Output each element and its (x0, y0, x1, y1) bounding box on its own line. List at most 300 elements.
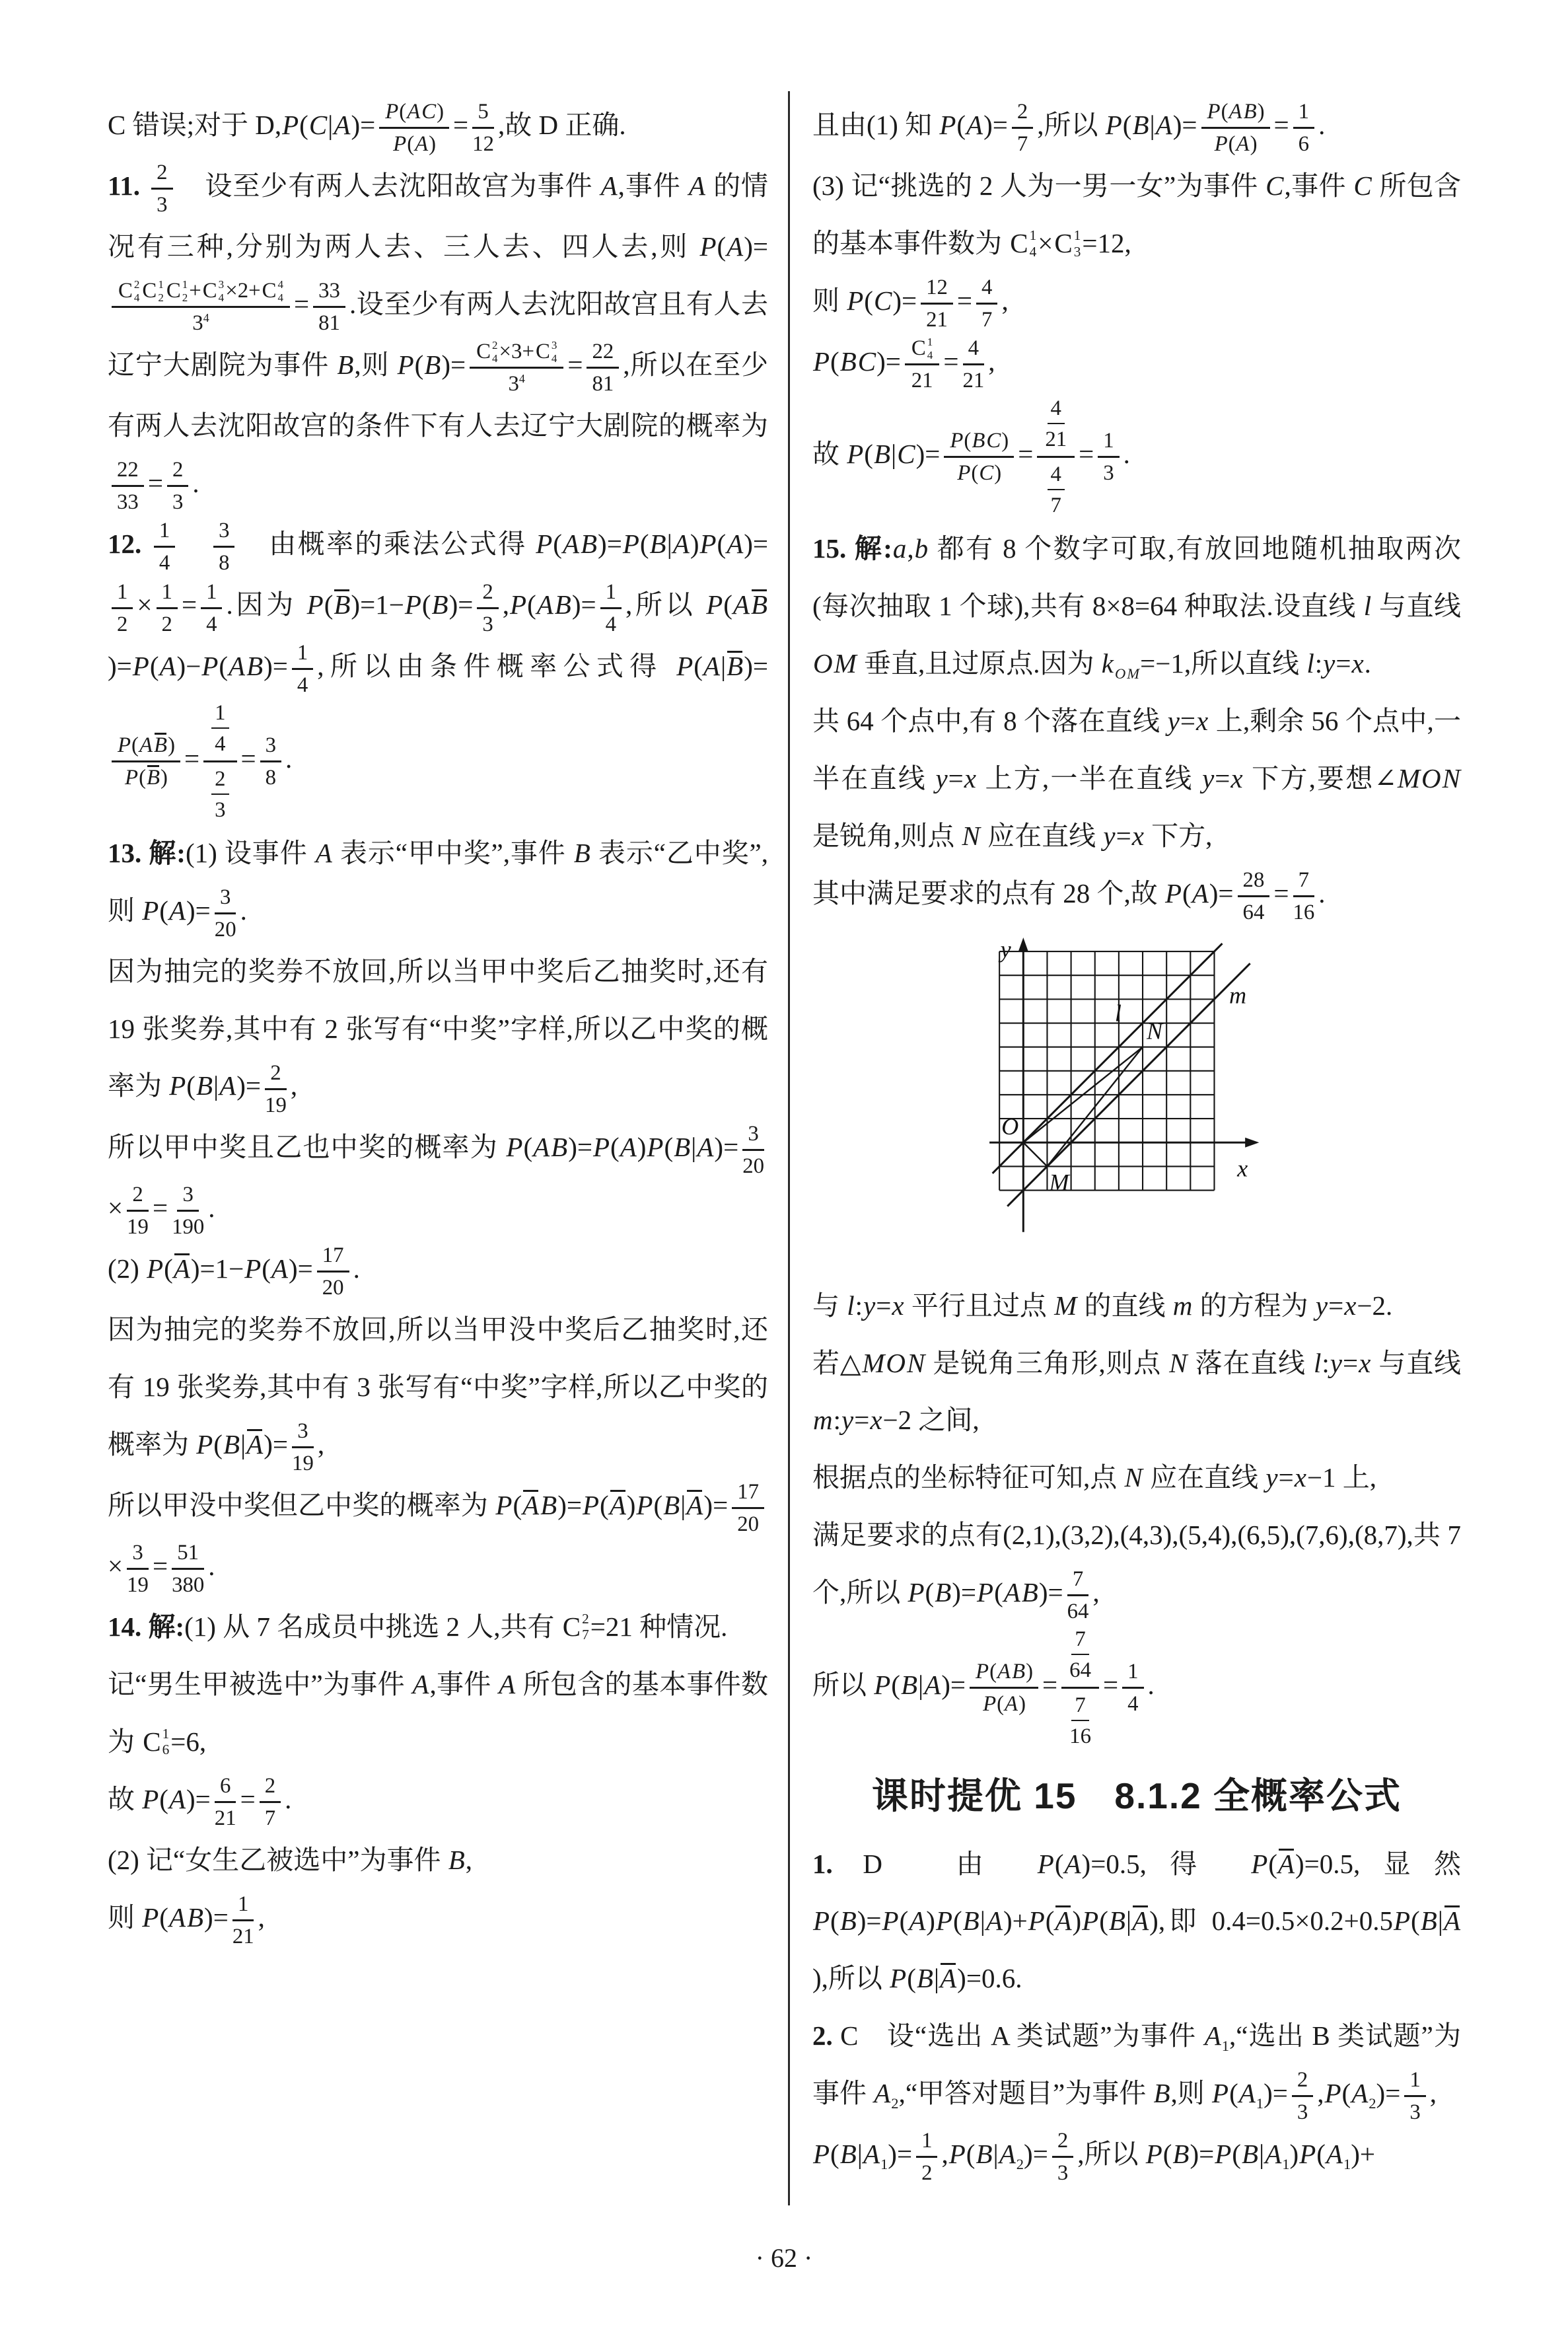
fraction (600, 579, 622, 638)
text-run: 的情况有三种,分别为两人去、三人去、四人去,则 (108, 170, 769, 262)
math-run: 7 (1016, 132, 1028, 157)
text-run: ,“选出 B 类试题”为事件 (812, 2020, 1462, 2109)
math-run: 1 (215, 700, 226, 725)
denominator (1045, 424, 1067, 453)
math-run: 2 (117, 612, 128, 636)
math-run: P(A)=0.5 (1037, 1848, 1140, 1879)
math-run: 2 (157, 161, 168, 185)
math-run: l:y=x (1306, 647, 1364, 679)
text-run: 则 (108, 1901, 142, 1933)
numerator (112, 277, 290, 308)
math-run: 1 (117, 579, 128, 604)
denominator (127, 1570, 149, 1598)
math-run: P(B|C)= (847, 439, 941, 470)
text-run: 上,剩余 56 个点中,一半在直线 (812, 705, 1462, 793)
text-run: 其中满足要求的点有 28 个,故 (812, 877, 1164, 908)
math-run: A (609, 1489, 626, 1520)
numerator (1238, 867, 1270, 897)
denominator (297, 670, 308, 698)
math-run: 1 (1298, 100, 1310, 124)
math-run: 51 (177, 1540, 199, 1565)
bold-text-run: 11. (108, 170, 148, 202)
math-run: ×3+ (499, 340, 534, 364)
math-run: B)=P( (540, 1489, 609, 1520)
math-run: P(B)= (397, 350, 466, 381)
numerator (211, 700, 229, 729)
numerator (970, 1658, 1038, 1689)
fraction (732, 1479, 764, 1537)
math-run: 22 (592, 340, 614, 364)
math-run: 81 (318, 311, 340, 336)
math-run: A (173, 1253, 190, 1284)
math-run: P(A)= (142, 895, 211, 926)
text-run: 应在直线 (1143, 1462, 1265, 1493)
math-run: y=x−2 (1315, 1290, 1386, 1321)
text-run (179, 529, 209, 559)
paragraph (108, 825, 768, 943)
math-run: 3 (182, 1182, 194, 1206)
math-run: = (1273, 110, 1289, 140)
fraction (112, 732, 180, 791)
denominator (266, 762, 276, 791)
fraction (292, 1418, 314, 1477)
math-run: 4 (968, 336, 980, 361)
math-run: P(B| (196, 1428, 246, 1459)
label-point-n: N (1147, 1017, 1163, 1045)
math-run: ×2+ (225, 279, 261, 303)
math-run: 2 (161, 612, 172, 636)
overline-complement (173, 1255, 191, 1283)
combination-symbol: C 4 4 (262, 277, 284, 304)
fraction (260, 1773, 281, 1831)
math-run: 33 (318, 279, 340, 303)
denominator (1297, 2097, 1308, 2125)
numerator (1293, 98, 1314, 129)
math-run: k (1101, 647, 1114, 679)
math-run: m (1172, 1290, 1193, 1321)
paragraph (812, 2125, 1461, 2186)
math-run: 2 (1297, 2068, 1308, 2092)
denominator (981, 305, 992, 333)
numerator (167, 457, 188, 487)
math-run: )= (1024, 2139, 1048, 2170)
grid-lines (999, 951, 1214, 1190)
figure-svg (987, 938, 1286, 1266)
numerator (215, 1773, 236, 1803)
math-run: 3 (482, 612, 493, 636)
math-run: 21 (1045, 427, 1067, 452)
math-run: y=x (1167, 705, 1209, 736)
fraction (472, 98, 494, 157)
fraction (1293, 867, 1314, 926)
bold-text-run: 12. (108, 529, 150, 560)
math-run: A (999, 2139, 1016, 2170)
text-run: ,得 (1139, 1848, 1251, 1879)
math-run: 4 (981, 276, 993, 299)
fraction (260, 732, 281, 791)
math-run: 8 (265, 765, 277, 790)
numerator (292, 640, 313, 670)
denominator (265, 1803, 275, 1831)
numerator (732, 1479, 764, 1509)
text-run: 所以甲中奖且乙也中奖的概率为 (108, 1131, 506, 1162)
math-run: B (154, 733, 168, 757)
numerator (1048, 395, 1065, 424)
math-run: 1 (1127, 1660, 1139, 1684)
numerator (1201, 98, 1270, 129)
numerator (472, 98, 493, 129)
numerator (916, 2127, 937, 2158)
numerator (963, 335, 984, 365)
denominator (1299, 129, 1309, 157)
paragraph (108, 1598, 768, 1656)
math-run: 2 (172, 458, 184, 482)
numerator (1071, 1626, 1088, 1655)
segment-om (1023, 1142, 1047, 1166)
numerator (1012, 98, 1033, 129)
math-run: × (108, 1550, 124, 1581)
math-run: 1 (1256, 2095, 1264, 2112)
bold-text-run: 13. 解: (108, 837, 186, 868)
math-run: )=0.5 (1295, 1848, 1353, 1879)
numerator (172, 1539, 204, 1570)
combination-symbol: C 1 4 (1010, 227, 1037, 260)
numerator (203, 698, 236, 762)
math-run: A (1277, 1848, 1295, 1879)
denominator (219, 548, 229, 576)
paragraph (812, 692, 1461, 865)
numerator (213, 517, 234, 548)
math-run: )P(B| (626, 1489, 686, 1520)
numerator (127, 1539, 148, 1570)
math-run: N (1124, 1462, 1143, 1493)
math-run: × (108, 1192, 124, 1223)
fraction (232, 1891, 254, 1950)
text-run: , (907, 533, 914, 564)
combination-symbol: C 1 2 (166, 277, 188, 304)
math-run: B (1153, 2078, 1170, 2109)
math-run: A (412, 1668, 429, 1699)
math-run: 1 (159, 519, 170, 543)
math-run: 3 (748, 1121, 759, 1146)
text-run: . (1318, 877, 1326, 908)
math-run: )= (1376, 2078, 1401, 2109)
math-run: = (147, 468, 163, 499)
denominator (592, 369, 614, 397)
math-run: 1 (1343, 2156, 1351, 2173)
overline-complement (1131, 1907, 1149, 1935)
math-run: 17 (322, 1243, 344, 1267)
math-run: P(AC) (385, 100, 445, 124)
math-run: = (184, 743, 200, 774)
numerator (1067, 1566, 1088, 1596)
combination-symbol: C 1 6 (143, 1725, 170, 1758)
denominator (962, 365, 984, 394)
fraction (379, 98, 449, 157)
math-run: 4 (1050, 462, 1061, 487)
text-run: , (317, 1428, 325, 1459)
right-column (812, 96, 1461, 2186)
numerator (151, 159, 172, 190)
math-run: 64 (1069, 1658, 1091, 1683)
denominator (392, 129, 436, 157)
denominator (1069, 1655, 1091, 1683)
text-run: , (988, 346, 995, 377)
paragraph (108, 1889, 768, 1950)
text-run: 种情况. (632, 1611, 728, 1642)
text-run: C 错误;对于 D, (108, 110, 282, 140)
text-run: . (353, 1253, 360, 1284)
fraction (211, 700, 229, 757)
math-run: 1 (1282, 2156, 1290, 2173)
math-run: A (863, 2139, 880, 2170)
fraction (944, 427, 1014, 486)
math-run: B (448, 1844, 465, 1875)
math-run: 2 (1016, 2156, 1024, 2173)
numerator (211, 766, 229, 795)
text-run: (1) 从 7 名成员中挑选 2 人,共有 (184, 1611, 561, 1642)
math-run: m:y=x−2 (813, 1405, 912, 1436)
numerator (112, 457, 144, 487)
text-run: 都有 8 个数字可取,有放回地随机抽取两次(每次抽取 1 个球),共有 8×8=64 种取法.设直线 (812, 533, 1461, 622)
denominator (1293, 897, 1314, 926)
math-run: = (240, 743, 256, 774)
math-run: 21 (911, 369, 933, 393)
overline-complement (686, 1491, 703, 1520)
combination-symbol: C 3 4 (535, 339, 557, 365)
math-run: ) (1149, 1905, 1158, 1937)
math-run: = (181, 589, 197, 620)
math-run: = (294, 289, 310, 320)
text-run: 之间, (911, 1405, 980, 1436)
math-run: 8 (219, 551, 230, 575)
math-run: OM (1114, 665, 1140, 683)
fraction (127, 1539, 149, 1598)
math-run: 3 (297, 1419, 308, 1443)
math-run: P(A| (676, 650, 727, 681)
math-run: B (750, 589, 767, 620)
text-run: 所以 (812, 1670, 874, 1701)
math-run: B (573, 837, 590, 868)
numerator (470, 338, 563, 369)
numerator (1061, 1625, 1099, 1689)
math-run: 22 (117, 458, 139, 482)
math-run: P(AB) (976, 1660, 1034, 1684)
label-point-m: M (1049, 1169, 1069, 1196)
math-run: )P( (1289, 2139, 1326, 2170)
right-column-top (812, 96, 1461, 926)
math-run: ,P( (1317, 2078, 1351, 2109)
overline-complement (939, 1964, 957, 1993)
math-run: 1 (238, 1892, 249, 1916)
fraction (151, 159, 172, 218)
fraction (172, 1539, 204, 1598)
fraction (962, 335, 984, 394)
text-run: 故 (812, 439, 847, 470)
paragraph (108, 1119, 768, 1240)
fraction (1069, 1626, 1091, 1683)
fraction (313, 277, 345, 336)
text-run: . (1123, 439, 1130, 470)
label-line-l: l (1114, 1000, 1122, 1027)
fraction (1037, 394, 1075, 520)
math-run: 3 (1057, 2161, 1069, 2186)
label-y-axis: y (1000, 937, 1011, 963)
text-run: , (290, 1070, 298, 1101)
math-run: 12 (926, 276, 948, 299)
math-run: A (315, 837, 332, 868)
math-run: = (453, 110, 469, 140)
text-run: ,故 D 正确. (497, 110, 626, 140)
denominator (172, 1212, 204, 1240)
numerator (1048, 461, 1065, 490)
math-run: 3 (1409, 2100, 1421, 2125)
math-run: ) (812, 1963, 822, 1994)
paragraph (812, 1449, 1461, 1506)
right-column-bottom (812, 1277, 1461, 2187)
overline-complement (333, 591, 351, 619)
math-run: 12 (472, 132, 494, 157)
denominator (192, 308, 209, 336)
combination-symbol: C 2 7 (562, 1610, 589, 1643)
numerator (587, 338, 619, 369)
text-run: . (240, 895, 247, 926)
numerator (112, 579, 133, 609)
paragraph (108, 515, 768, 824)
math-run: ∠MON (1374, 762, 1461, 793)
math-run: )= (744, 650, 768, 681)
math-run: 1 (1103, 429, 1114, 453)
math-run: 4 (1050, 396, 1061, 421)
combination-symbol: C 2 4 (118, 277, 140, 304)
math-run: P(A)= (699, 231, 768, 262)
math-run: )= (703, 1489, 729, 1520)
math-run: 0.4=0.5×0.2+0.5P(B| (1211, 1905, 1443, 1937)
math-run: 3 (1297, 2100, 1308, 2125)
text-run: 与直线 (1371, 1347, 1462, 1378)
denominator (737, 1509, 759, 1537)
text-run: . (1318, 110, 1326, 140)
text-run: 的直线 (1077, 1290, 1172, 1321)
y-axis-arrow (1018, 938, 1028, 951)
math-run: B (727, 650, 744, 681)
text-run: . (285, 743, 293, 774)
text-run: . (192, 468, 199, 499)
math-run: P(B| (890, 1963, 940, 1994)
denominator (215, 795, 225, 823)
paragraph (812, 520, 1461, 692)
math-run: P( (125, 765, 146, 790)
paragraph (812, 1625, 1461, 1751)
text-run: (2) (108, 1253, 147, 1284)
denominator (206, 609, 217, 638)
numerator (944, 427, 1014, 458)
denominator (172, 487, 183, 515)
column-divider (788, 91, 790, 2205)
power: $3^4$ (508, 372, 525, 396)
label-origin: O (1001, 1113, 1019, 1140)
math-run: A (1204, 2020, 1221, 2051)
denominator (215, 914, 236, 943)
numerator (201, 579, 222, 609)
math-run: × (137, 589, 153, 620)
math-run: 6 (219, 1773, 231, 1798)
fraction (203, 698, 236, 825)
paragraph (812, 1277, 1461, 1335)
text-run: 应在直线 (980, 820, 1103, 851)
math-run: = (956, 285, 973, 316)
math-run: 1 (1221, 2038, 1230, 2055)
math-run: + (189, 279, 201, 303)
text-run: ,所以 (821, 1963, 890, 1994)
math-run: 33 (117, 490, 139, 515)
math-run: 81 (592, 372, 614, 396)
math-run: 2 (921, 2161, 933, 2186)
math-run: P( (495, 1489, 522, 1520)
overline-complement (153, 734, 168, 757)
paragraph (108, 1240, 768, 1301)
math-run: A (1326, 2139, 1343, 2170)
math-run: P(B|A)= (874, 1670, 966, 1701)
math-run: P(BC)= (813, 346, 901, 377)
math-run: 28 (1242, 867, 1265, 892)
fraction (1052, 2127, 1073, 2186)
text-run: 表示“乙中奖”,则 (108, 837, 769, 926)
math-run: A (1055, 1905, 1072, 1937)
subscripted-symbol (863, 2139, 888, 2173)
text-run: 且由(1) 知 (812, 110, 939, 140)
denominator (472, 129, 494, 157)
math-run: P(A) (983, 1692, 1026, 1716)
fraction (215, 1773, 236, 1831)
denominator (172, 1570, 204, 1598)
math-run: P(AB) (1207, 100, 1265, 124)
overline-complement (1277, 1850, 1295, 1878)
bold-text-run: 2. (812, 2020, 841, 2051)
subscripted-symbol (1264, 2139, 1290, 2173)
math-run: N (1169, 1347, 1188, 1378)
text-run: 故 (108, 1783, 142, 1814)
math-run: 1 (1409, 2068, 1421, 2092)
math-run: )=P(A)−P(AB)= (108, 650, 288, 681)
math-run: P(A)= (939, 110, 1008, 140)
denominator (911, 365, 933, 394)
denominator (292, 1448, 314, 1477)
math-run: ,P(AB)= (502, 589, 596, 620)
numerator (317, 1242, 349, 1273)
math-run: P(C)= (847, 285, 917, 316)
numerator (1037, 394, 1075, 458)
subscripted-symbol (1238, 2078, 1264, 2112)
denominator (509, 369, 525, 397)
text-run: 设至少有两人去沈阳故宫为事件 (176, 170, 600, 202)
fraction (587, 338, 619, 397)
fraction (1404, 2067, 1425, 2125)
math-run: 4 (605, 612, 616, 636)
fraction (215, 884, 236, 943)
fraction (292, 640, 313, 698)
math-run: 1 (297, 640, 308, 665)
math-run: 2 (132, 1182, 143, 1206)
math-run: 7 (264, 1806, 276, 1830)
text-run: 与 (812, 1290, 847, 1321)
math-run: P(B|A)= (169, 1070, 262, 1101)
text-run: 上, (1336, 1462, 1377, 1493)
combination-symbol: C 3 4 (202, 277, 225, 304)
subscripted-symbol (873, 2078, 899, 2112)
text-run: 下方, (1144, 820, 1213, 851)
fraction (112, 579, 133, 638)
